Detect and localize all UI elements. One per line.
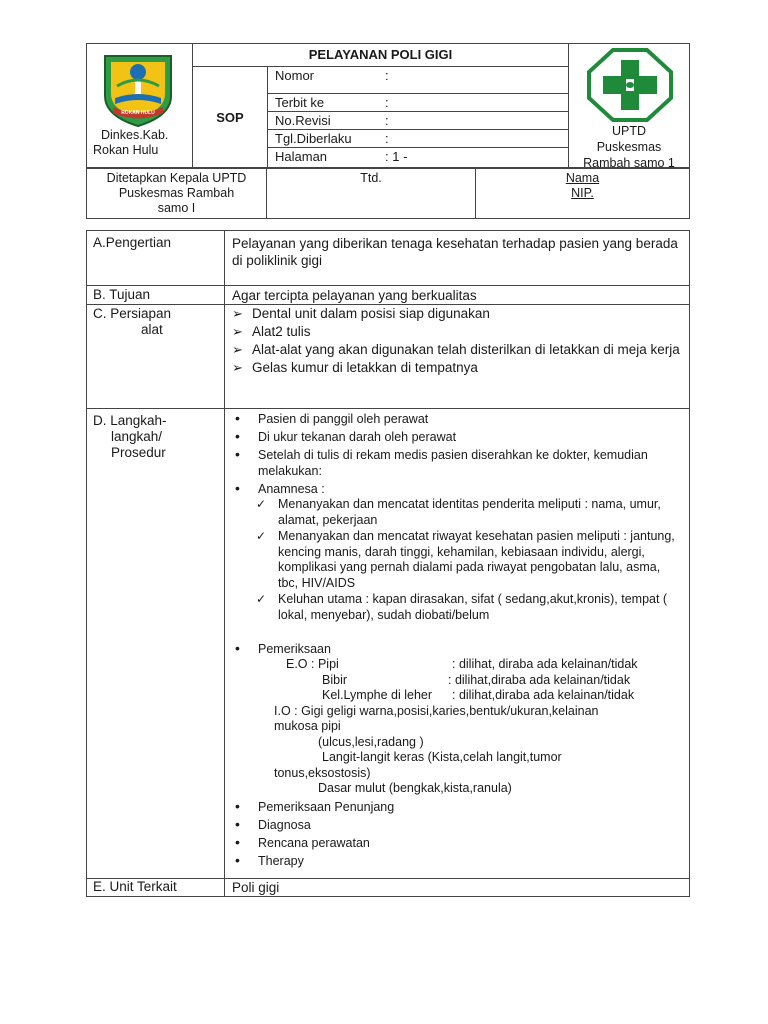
ditetapkan-line-2: Puskesmas Rambah xyxy=(118,186,235,200)
eo-pipi-label: E.O : Pipi xyxy=(286,657,339,671)
eo-bibir-value: : dilihat,diraba ada kelainan/tidak xyxy=(448,672,631,687)
right-logo-cell xyxy=(569,44,690,169)
list-item: • Di ukur tekanan darah oleh perawat xyxy=(232,429,682,445)
right-org-name xyxy=(569,123,689,171)
tujuan-text: Agar tercipta pelayanan yang berkualitas xyxy=(225,286,690,305)
signatory-cell xyxy=(476,168,690,219)
puskesmas-cross-icon xyxy=(587,48,673,122)
unit-label: E. Unit Terkait xyxy=(87,879,225,897)
signatory-nip: NIP. xyxy=(571,186,594,200)
io-langit-line: Langit-langit keras (Kista,celah langit,tumor xyxy=(322,750,562,764)
field-nomor: Nomor : xyxy=(268,67,569,94)
steps-list xyxy=(232,411,682,869)
left-logo-cell xyxy=(87,44,193,169)
right-org-line-3: Rambah samo 1 xyxy=(583,156,675,170)
left-org-line-2: Rokan Hulu xyxy=(93,143,159,157)
list-item: ✓ Menanyakan dan mencatat riwayat kesehatan pasien meliputi : jantung, kencing manis, darah tinggi, kehamilan, kebiasaan individu, alergi, komplikasi yang pernah dialami pada riwayat pengobatan lalu, asma, tbc, HIV/AIDS xyxy=(232,529,682,591)
list-item: ✓ Menanyakan dan mencatat identitas penderita meliputi : nama, umur, alamat, pekerjaan xyxy=(232,497,682,528)
list-item: • Diagnosa xyxy=(232,817,682,833)
langkah-label-line-1: D. Langkah- xyxy=(93,413,167,428)
pengertian-text: Pelayanan yang diberikan tenaga kesehatan terhadap pasien yang berada di poliklinik gigi xyxy=(225,231,690,286)
persiapan-list xyxy=(232,305,682,377)
langkah-label xyxy=(87,409,225,879)
list-item: ➢ Gelas kumur di letakkan di tempatnya xyxy=(232,359,682,377)
list-item xyxy=(232,481,682,623)
pengertian-label: A.Pengertian xyxy=(87,231,225,286)
eo-bibir-label: Bibir xyxy=(322,672,348,687)
left-org-name xyxy=(93,128,168,158)
ttd-cell: Ttd. xyxy=(267,168,476,219)
langkah-content xyxy=(225,409,690,879)
list-item xyxy=(232,641,682,797)
tujuan-label: B. Tujuan xyxy=(87,286,225,305)
list-item: • Rencana perawatan xyxy=(232,835,682,851)
emblem-caption: ROKAN HULU xyxy=(121,110,155,116)
list-item: ➢ Alat-alat yang akan digunakan telah disterilkan di letakkan di meja kerja xyxy=(232,341,682,359)
io-dasar-mulut-line: Dasar mulut (bengkak,kista,ranula) xyxy=(318,781,512,795)
field-revisi: No.Revisi : xyxy=(268,112,569,130)
signature-table xyxy=(86,167,690,219)
langkah-label-line-2: langkah/ xyxy=(111,429,163,444)
page-title: PELAYANAN POLI GIGI xyxy=(193,44,569,67)
persiapan-content xyxy=(225,305,690,409)
eo-lymphe-label: Kel.Lymphe di leher xyxy=(322,688,433,702)
ditetapkan-line-3: samo I xyxy=(157,201,196,215)
langkah-label-line-3: Prosedur xyxy=(111,445,166,460)
anamnesa-list xyxy=(232,497,682,623)
io-gigi-line: I.O : Gigi geligi warna,posisi,karies,bentuk/ukuran,kelainan mukosa pipi xyxy=(274,703,599,733)
persiapan-label-line-2: alat xyxy=(141,322,163,337)
ditetapkan-cell xyxy=(87,168,267,219)
ditetapkan-line-1: Ditetapkan Kepala UPTD xyxy=(106,171,247,185)
right-org-line-2: Puskesmas xyxy=(596,140,662,154)
list-item: ➢ Dental unit dalam posisi siap digunakan xyxy=(232,305,682,323)
list-item: • Pemeriksaan Penunjang xyxy=(232,799,682,815)
sop-label: SOP xyxy=(193,67,268,169)
left-org-line-1: Dinkes.Kab. xyxy=(101,128,169,142)
anamnesa-heading: Anamnesa : xyxy=(258,482,325,496)
unit-text: Poli gigi xyxy=(225,879,690,897)
field-halaman: Halaman : 1 - xyxy=(268,148,569,169)
signatory-name: Nama xyxy=(565,171,600,185)
list-item: ✓ Keluhan utama : kapan dirasakan, sifat ( sedang,akut,kronis), tempat ( lokal, menyebar), sudah diobati/belum xyxy=(232,592,682,623)
list-item: • Setelah di tulis di rekam medis pasien diserahkan ke dokter, kemudian melakukan: xyxy=(232,447,682,479)
io-tonus-line: tonus,eksostosis) xyxy=(274,765,371,780)
list-item: • Pasien di panggil oleh perawat xyxy=(232,411,682,427)
sop-content-table xyxy=(86,230,690,897)
pemeriksaan-heading: Pemeriksaan xyxy=(258,642,331,656)
io-ulcus-line: (ulcus,lesi,radang ) xyxy=(318,734,424,749)
list-item: • Therapy xyxy=(232,853,682,869)
sop-header-table xyxy=(86,43,690,169)
list-item: ➢ Alat2 tulis xyxy=(232,323,682,341)
field-tgl-diberlaku: Tgl.Diberlaku : xyxy=(268,130,569,148)
field-terbit: Terbit ke : xyxy=(268,94,569,112)
persiapan-label-line-1: C. Persiapan xyxy=(93,306,172,321)
right-org-line-1: UPTD xyxy=(611,124,647,138)
eo-pipi-value: : dilihat, diraba ada kelainan/tidak xyxy=(452,657,638,671)
pemeriksaan-detail xyxy=(232,657,682,797)
rokan-hulu-emblem-icon xyxy=(99,52,177,128)
eo-lymphe-value: : dilihat,diraba ada kelainan/tidak xyxy=(452,688,635,702)
persiapan-label xyxy=(87,305,225,409)
